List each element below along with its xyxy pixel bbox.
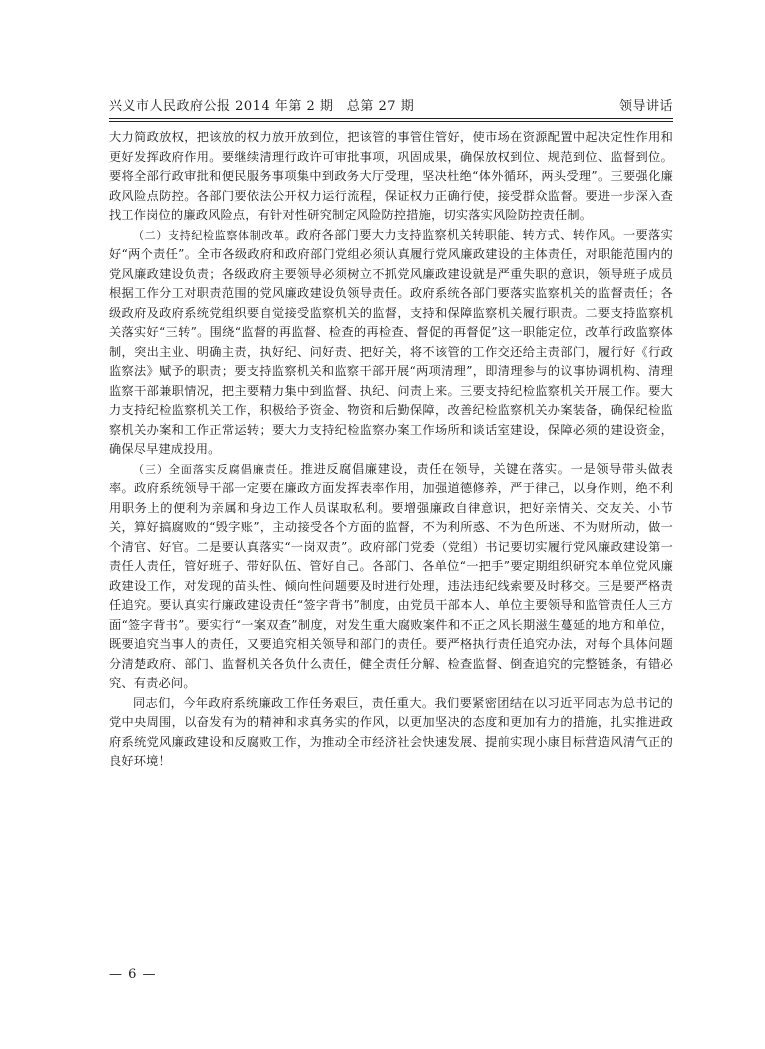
section-heading-3: （三）全面落实反腐倡廉责任。 [133,462,301,476]
paragraph-1: 大力简政放权，把该放的权力放开放到位，把该管的事管住管好，使市场在资源配置中起决定性作用和更好发挥政府作用。要继续清理行政许可审批事项，巩固成果，确保放权到位、规范到位、监督到位。要将全部行政审批和便民服务事项集中到政务大厅受理，坚决杜绝“体外循环，两头受理”。三要强化廉政风险点防控。各部门要依法公开权力运行流程，保证权力正确行使，接受群众监督。要进一步深入查找工作岗位的廉政风险点，有针对性研究制定风险防控措施，切实落实风险防控责任制。 [109,130,673,222]
paragraph-3 [109,460,673,694]
page-number: — 6 — [109,967,157,982]
paragraph-2-text: 政府各部门要大力支持监察机关转职能、转方式、转作风。一要落实好“两个责任”。全市各级政府和政府部门党组必须认真履行党风廉政建设的主体责任，对职能范围内的党风廉政建设负责；各级政府主要领导必须树立不抓党风廉政建设就是严重失职的意识，领导班子成员根据工作分工对职责范围的党风廉政建设负领导责任。政府系统各部门要落实监察机关的监督责任；各级政府及政府系统党组织要自觉接受监察机关的监督，支持和保障监察机关履行职责。二要支持监察机关落实好“三转”。围绕“监督的再监督、检查的再检查、督促的再督促”这一职能定位，改革行政监察体制，突出主业、明确主责，执好纪、问好责、把好关，将不该管的工作交还给主责部门，履行好《行政监察法》赋予的职责；要支持监察机关和监察干部开展“两项清理”，即清理参与的议事协调机构、清理监察干部兼职情况，把主要精力集中到监督、执纪、问责上来。三要支持纪检监察机关开展工作。要大力支持纪检监察机关工作，积极给予资金、物资和后勤保障，改善纪检监察机关办案装备，确保纪检监察机关办案和工作正常运转；要大力支持纪检监察办案工作场所和谈话室建设，保障必须的建设资金，确保尽早建成投用。 [109,227,674,456]
page-header [109,92,673,114]
header-rule-thick [109,118,673,119]
section-heading-2: （二）支持纪检监察体制改革。 [133,228,297,242]
article-body [109,128,673,772]
paragraph-2 [109,226,673,460]
paragraph-4: 同志们，今年政府系统廉政工作任务艰巨，责任重大。我们要紧密团结在以习近平同志为总书记的党中央周围，以奋发有为的精神和求真务实的作风，以更加坚决的态度和更加有力的措施，扎实推进政府系统党风廉政建设和反腐败工作，为推动全市经济社会快速发展、提前实现小康目标营造风清气正的良好环境！ [109,695,673,768]
journal-title: 兴义市人民政府公报 2014 年第 2 期 总第 27 期 [109,99,415,114]
paragraph-3-text: 推进反腐倡廉建设，责任在领导，关键在落实。一是领导带头做表率。政府系统领导干部一定要在廉政方面发挥表率作用，加强道德修养，严于律己，以身作则，绝不利用职务上的便利为亲属和身边工作人员谋取私利。要增强廉政自律意识，把好亲情关、交友关、小节关，算好搞腐败的“毁字账”，主动接受各个方面的监督，不为利所惑、不为色所迷、不为财所动，做一个清官、好官。二是要认真落实“一岗双责”。政府部门党委（党组）书记要切实履行党风廉政建设第一责任人责任，管好班子、带好队伍、管好自己。各部门、各单位“一把手”要定期组织研究本单位党风廉政建设工作，对发现的苗头性、倾向性问题要及时进行处理，违法违纪线索要及时移交。三是要严格责任追究。要认真实行廉政建设责任“签字背书”制度，由党员干部本人、单位主要领导和监管责任人三方面“签字背书”。要实行“一案双查”制度，对发生重大腐败案件和不正之风长期滋生蔓延的地方和单位，既要追究当事人的责任，又要追究相关领导和部门的责任。要严格执行责任追究办法，对每个具体问题分清楚政府、部门、监督机关各负什么责任，健全责任分解、检查监督、倒查追究的完整链条，有错必究、有责必问。 [109,461,673,690]
header-rule-thin [109,121,673,122]
section-title: 领导讲话 [618,99,673,114]
